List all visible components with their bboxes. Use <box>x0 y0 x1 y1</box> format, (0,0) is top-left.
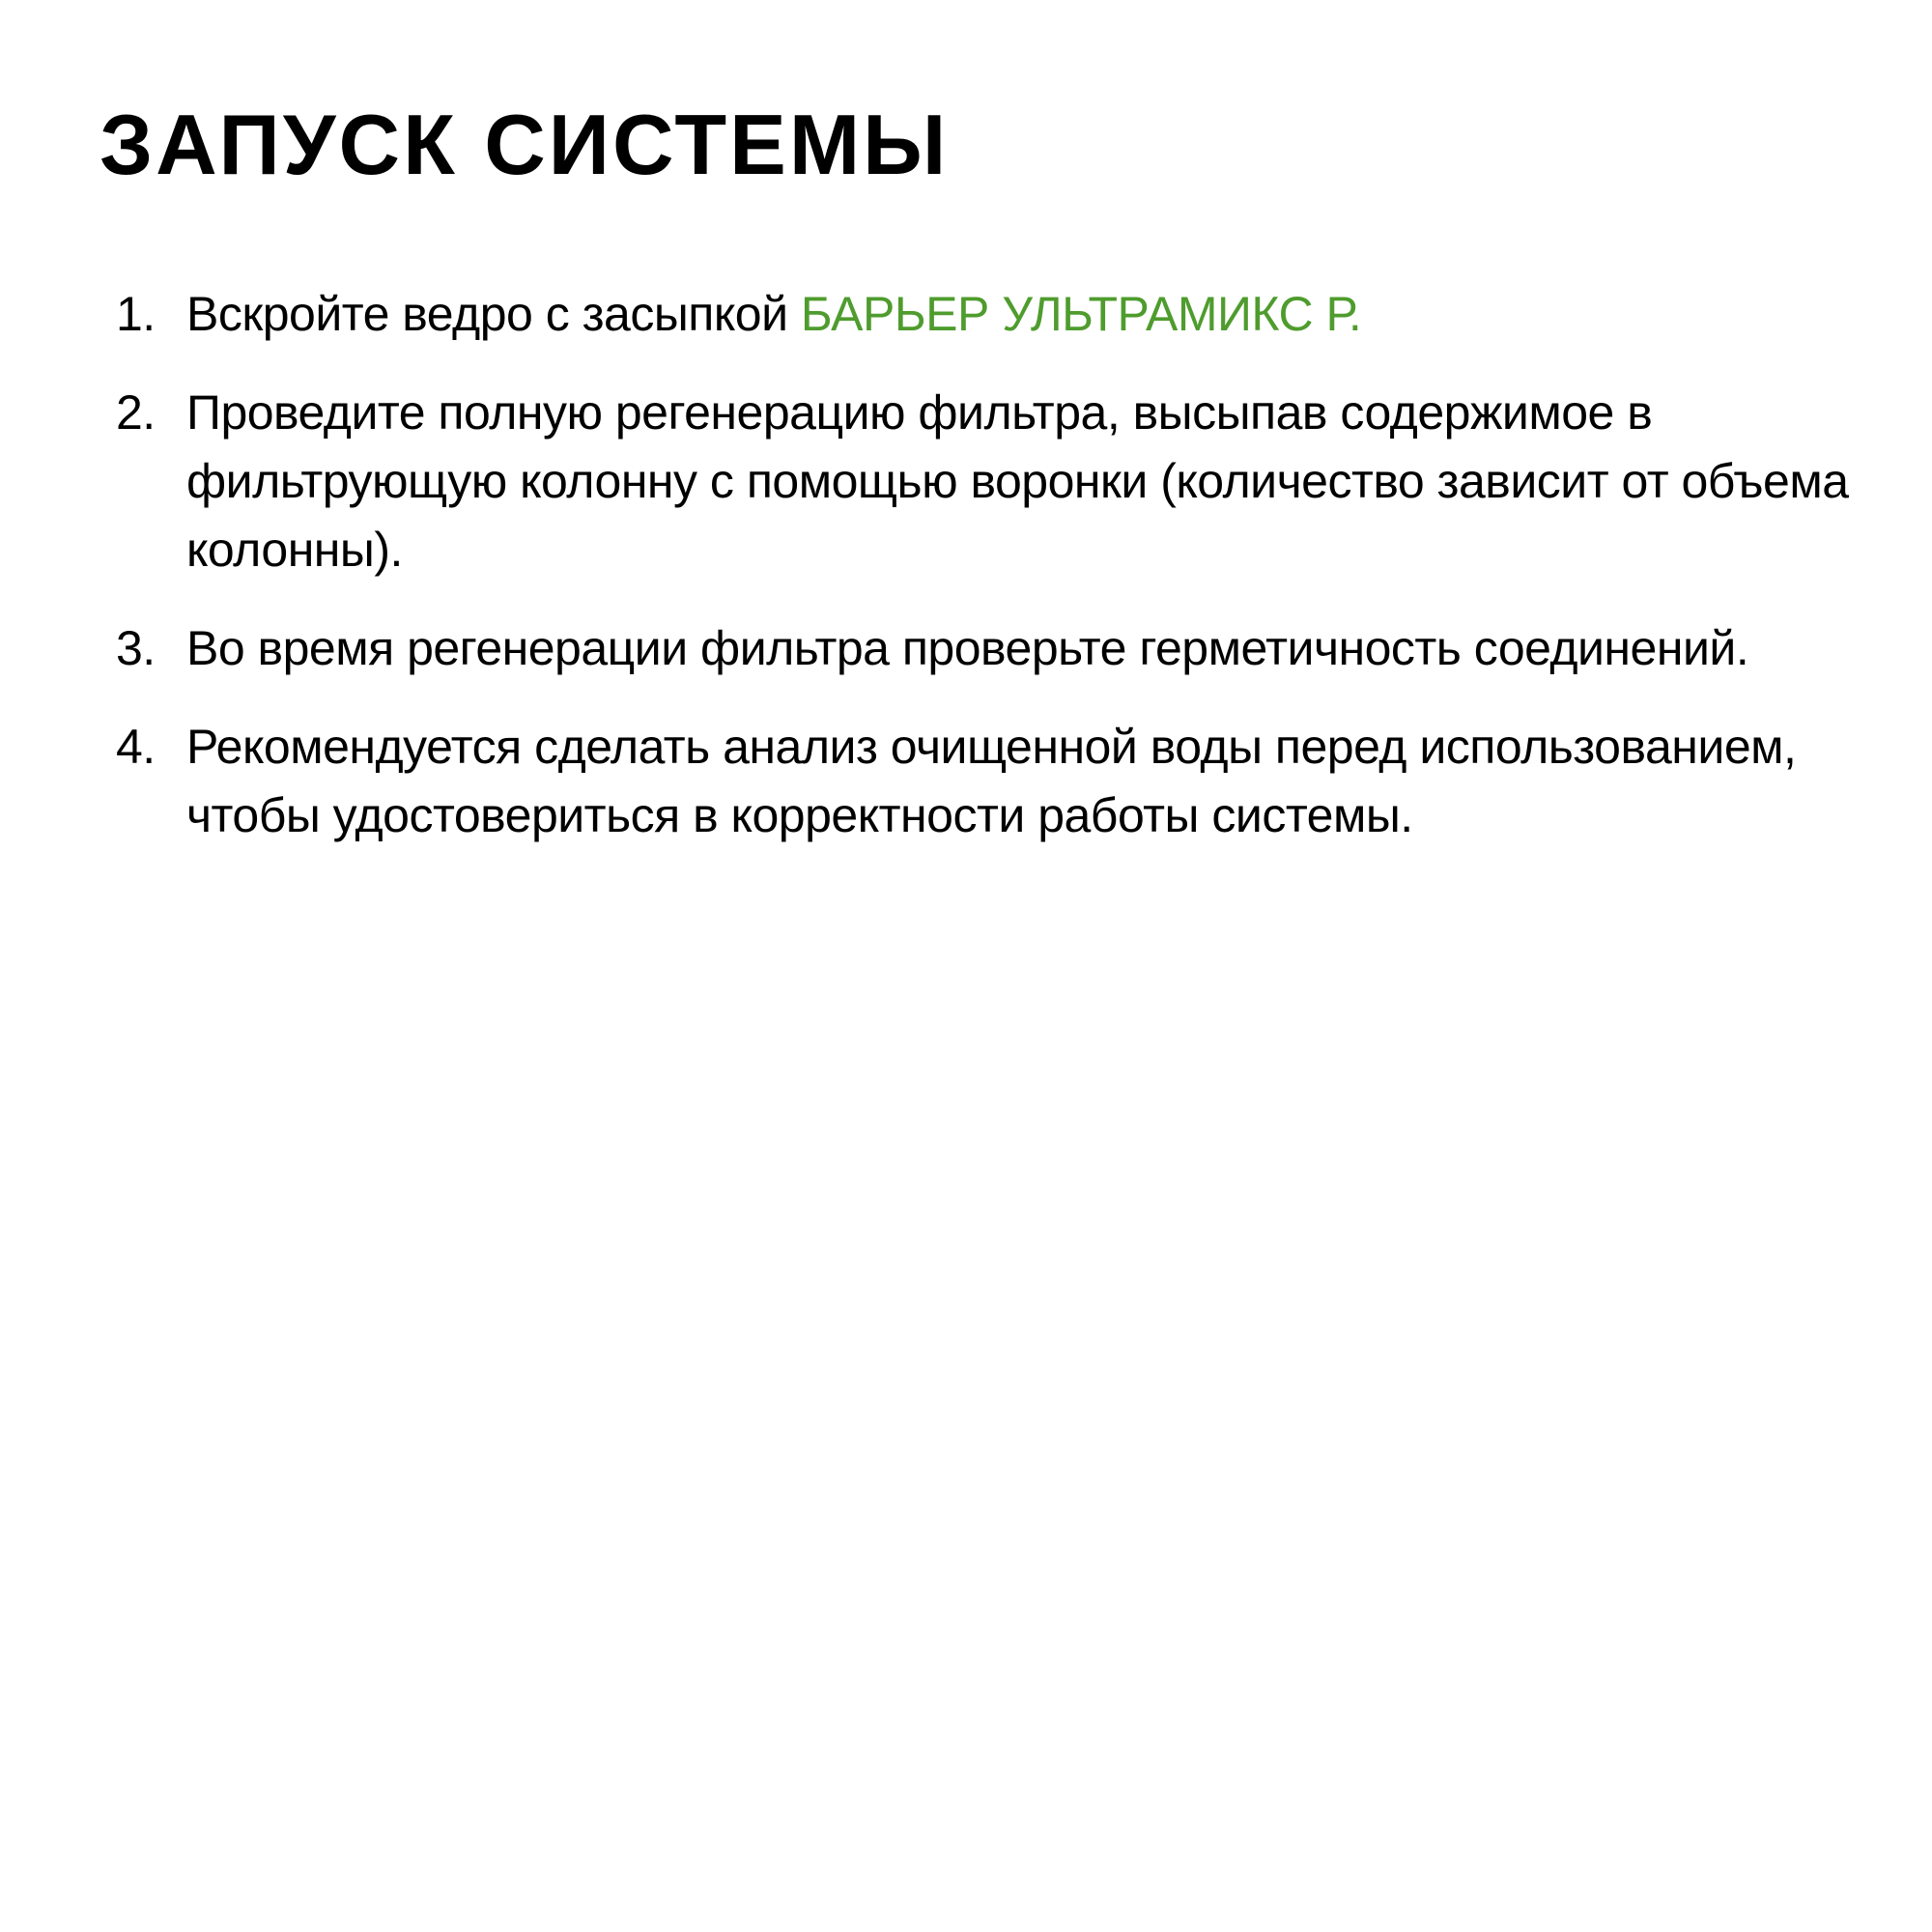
step-text: Вскройте ведро с засыпкой <box>186 287 801 341</box>
page-title: ЗАПУСК СИСТЕМЫ <box>99 97 950 192</box>
step-item-3 <box>116 614 1855 683</box>
instruction-steps-list <box>116 280 1855 880</box>
step-text: Во время регенерации фильтра проверьте герметичность соединений. <box>186 621 1749 675</box>
step-number: 2. <box>116 385 156 440</box>
step-text: Рекомендуется сделать анализ очищенной воды перед использованием, чтобы удостовериться в корректности работы системы. <box>186 720 1797 842</box>
step-item-1 <box>116 280 1855 349</box>
product-name-highlight: БАРЬЕР УЛЬТРАМИКС Р. <box>800 287 1362 341</box>
step-item-2 <box>116 379 1855 584</box>
step-number: 4. <box>116 720 156 774</box>
step-item-4 <box>116 713 1855 850</box>
step-number: 1. <box>116 287 156 341</box>
step-text: Проведите полную регенерацию фильтра, высыпав содержимое в фильтрующую колонну с помощью воронки (количество зависит от объема колонны). <box>186 385 1849 577</box>
step-number: 3. <box>116 621 156 675</box>
